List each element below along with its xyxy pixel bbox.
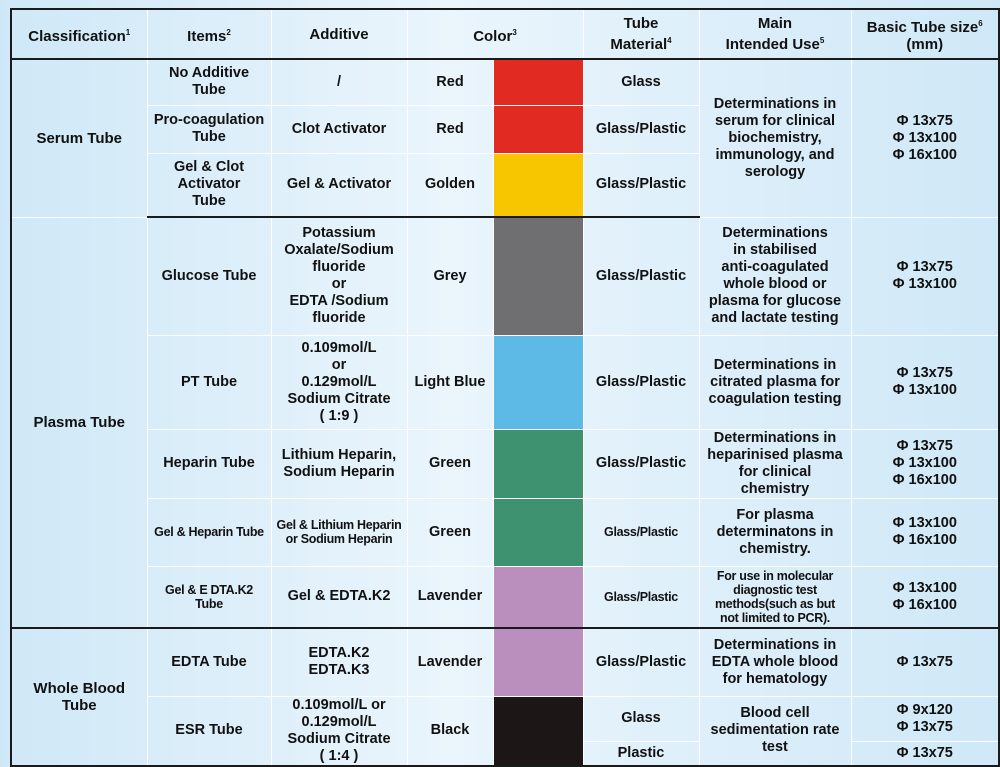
material-cell: Glass/Plastic bbox=[583, 429, 699, 498]
size-cell: Φ 13x75 Φ 13x100 bbox=[851, 217, 999, 335]
color-swatch bbox=[493, 696, 583, 766]
size-cell: Φ 13x75 Φ 13x100 bbox=[851, 335, 999, 429]
size-cell-secondary: Φ 13x75 bbox=[851, 742, 999, 766]
swatch-fill bbox=[494, 499, 583, 566]
header-classification: Classification$^1$ bbox=[11, 9, 147, 59]
color-swatch bbox=[493, 105, 583, 153]
swatch-fill bbox=[494, 336, 583, 429]
additive-cell: Lithium Heparin, Sodium Heparin bbox=[271, 429, 407, 498]
color-name-cell: Red bbox=[407, 59, 493, 105]
additive-cell: 0.109mol/L or 0.129mol/L Sodium Citrate ( 1:4 ) bbox=[271, 696, 407, 766]
color-swatch bbox=[493, 59, 583, 105]
color-swatch bbox=[493, 153, 583, 217]
use-cell: Determinations in serum for clinical biochemistry, immunology, and serology bbox=[699, 59, 851, 217]
additive-cell: 0.109mol/L or 0.129mol/L Sodium Citrate ( 1:9 ) bbox=[271, 335, 407, 429]
item-cell: ESR Tube bbox=[147, 696, 271, 766]
size-cell: Φ 13x75 Φ 13x100 Φ 16x100 bbox=[851, 59, 999, 217]
material-cell: Glass/Plastic bbox=[583, 153, 699, 217]
color-name-cell: Light Blue bbox=[407, 335, 493, 429]
material-cell: Glass/Plastic bbox=[583, 628, 699, 696]
swatch-fill bbox=[494, 697, 583, 765]
swatch-fill bbox=[494, 218, 583, 335]
color-swatch bbox=[493, 429, 583, 498]
header-tube-material: Tube Material$^4$ bbox=[583, 9, 699, 59]
use-cell: Blood cell sedimentation rate test bbox=[699, 696, 851, 766]
size-cell: Φ 13x75 bbox=[851, 628, 999, 696]
header-row bbox=[11, 9, 999, 59]
material-cell: Glass/Plastic bbox=[583, 335, 699, 429]
additive-cell: Potassium Oxalate/Sodium fluoride or EDTA /Sodium fluoride bbox=[271, 217, 407, 335]
material-cell: Glass/Plastic bbox=[583, 105, 699, 153]
header-additive: Additive bbox=[271, 9, 407, 59]
use-cell: Determinations in citrated plasma for coagulation testing bbox=[699, 335, 851, 429]
swatch-fill bbox=[494, 154, 583, 217]
header-color: Color$^3$ bbox=[407, 9, 583, 59]
header-main-use: Main Intended Use$^5$ bbox=[699, 9, 851, 59]
use-cell: Determinations in EDTA whole blood for hematology bbox=[699, 628, 851, 696]
color-swatch bbox=[493, 498, 583, 566]
tube-table-container bbox=[10, 8, 998, 762]
color-swatch bbox=[493, 628, 583, 696]
additive-cell: / bbox=[271, 59, 407, 105]
color-name-cell: Green bbox=[407, 429, 493, 498]
use-cell: Determinations in heparinised plasma for clinical chemistry bbox=[699, 429, 851, 498]
group-plasma: Plasma Tube bbox=[11, 217, 147, 628]
header-items: Items$^2$ bbox=[147, 9, 271, 59]
header-tube-size: Basic Tube size$^6$ (mm) bbox=[851, 9, 999, 59]
size-cell: Φ 13x75 Φ 13x100 Φ 16x100 bbox=[851, 429, 999, 498]
item-cell: EDTA Tube bbox=[147, 628, 271, 696]
group-serum: Serum Tube bbox=[11, 59, 147, 217]
use-cell: For use in molecular diagnostic test methods(such as but not limited to PCR). bbox=[699, 566, 851, 628]
swatch-fill bbox=[494, 106, 583, 153]
item-cell: Heparin Tube bbox=[147, 429, 271, 498]
material-cell: Glass/Plastic bbox=[583, 566, 699, 628]
color-name-cell: Golden bbox=[407, 153, 493, 217]
table-row bbox=[11, 429, 999, 498]
item-cell: Glucose Tube bbox=[147, 217, 271, 335]
color-swatch bbox=[493, 217, 583, 335]
color-swatch bbox=[493, 335, 583, 429]
additive-cell: EDTA.K2 EDTA.K3 bbox=[271, 628, 407, 696]
material-cell: Glass/Plastic bbox=[583, 498, 699, 566]
material-cell: Glass bbox=[583, 696, 699, 742]
table-row bbox=[11, 628, 999, 696]
swatch-fill bbox=[494, 430, 583, 498]
blood-tube-table bbox=[10, 8, 1000, 767]
additive-cell: Gel & Activator bbox=[271, 153, 407, 217]
material-cell-secondary: Plastic bbox=[583, 742, 699, 766]
item-cell: Gel & Clot Activator Tube bbox=[147, 153, 271, 217]
color-swatch bbox=[493, 566, 583, 628]
material-cell: Glass/Plastic bbox=[583, 217, 699, 335]
material-cell: Glass bbox=[583, 59, 699, 105]
swatch-fill bbox=[494, 629, 583, 696]
group-whole-blood: Whole Blood Tube bbox=[11, 628, 147, 766]
color-name-cell: Lavender bbox=[407, 566, 493, 628]
additive-cell: Clot Activator bbox=[271, 105, 407, 153]
table-row bbox=[11, 498, 999, 566]
color-name-cell: Red bbox=[407, 105, 493, 153]
additive-cell: Gel & EDTA.K2 bbox=[271, 566, 407, 628]
table-row bbox=[11, 217, 999, 335]
color-name-cell: Grey bbox=[407, 217, 493, 335]
item-cell: PT Tube bbox=[147, 335, 271, 429]
item-cell: Pro-coagulation Tube bbox=[147, 105, 271, 153]
item-cell: Gel & Heparin Tube bbox=[147, 498, 271, 566]
color-name-cell: Black bbox=[407, 696, 493, 766]
use-cell: Determinations in stabilised anti-coagulated whole blood or plasma for glucose and lactate testing bbox=[699, 217, 851, 335]
swatch-fill bbox=[494, 60, 583, 105]
size-cell: Φ 9x120 Φ 13x75 bbox=[851, 696, 999, 742]
use-cell: For plasma determinatons in chemistry. bbox=[699, 498, 851, 566]
additive-cell: Gel & Lithium Heparin or Sodium Heparin bbox=[271, 498, 407, 566]
size-cell: Φ 13x100 Φ 16x100 bbox=[851, 498, 999, 566]
item-cell: No Additive Tube bbox=[147, 59, 271, 105]
table-row bbox=[11, 335, 999, 429]
table-row bbox=[11, 59, 999, 105]
color-name-cell: Lavender bbox=[407, 628, 493, 696]
table-row bbox=[11, 696, 999, 742]
table-row bbox=[11, 566, 999, 628]
color-name-cell: Green bbox=[407, 498, 493, 566]
swatch-fill bbox=[494, 567, 583, 628]
item-cell: Gel & E DTA.K2 Tube bbox=[147, 566, 271, 628]
size-cell: Φ 13x100 Φ 16x100 bbox=[851, 566, 999, 628]
